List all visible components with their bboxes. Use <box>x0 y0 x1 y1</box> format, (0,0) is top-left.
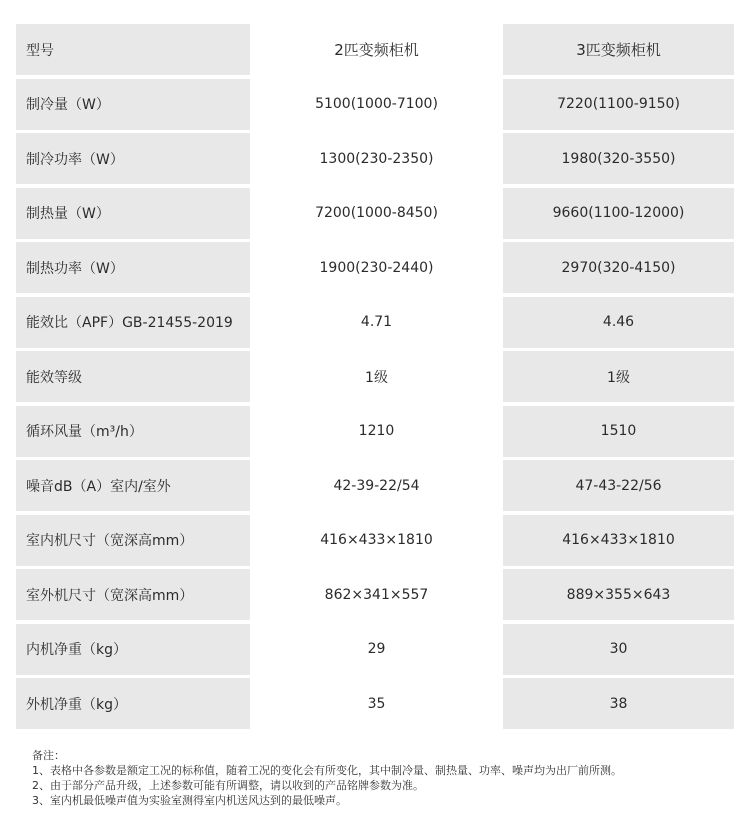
table-row <box>16 569 734 620</box>
value-3hp: 1510 <box>503 406 734 457</box>
value-3hp: 2970(320-4150) <box>503 242 734 293</box>
notes-title: 备注： <box>32 749 65 762</box>
value-2hp: 862×341×557 <box>253 569 500 620</box>
row-label: 能效比（APF）GB-21455-2019 <box>16 297 250 348</box>
row-label: 室内机尺寸（宽深高mm） <box>16 515 250 566</box>
table-row <box>16 678 734 729</box>
value-3hp: 4.46 <box>503 297 734 348</box>
value-3hp: 889×355×643 <box>503 569 734 620</box>
row-label: 室外机尺寸（宽深高mm） <box>16 569 250 620</box>
table-row <box>16 242 734 293</box>
table-row <box>16 351 734 402</box>
value-3hp: 30 <box>503 624 734 675</box>
value-2hp: 5100(1000-7100) <box>253 79 500 130</box>
notes-section <box>32 748 732 808</box>
value-2hp: 1210 <box>253 406 500 457</box>
table-row <box>16 133 734 184</box>
value-3hp: 38 <box>503 678 734 729</box>
value-2hp: 42-39-22/54 <box>253 460 500 511</box>
value-2hp: 1级 <box>253 351 500 402</box>
value-2hp: 416×433×1810 <box>253 515 500 566</box>
spec-table <box>16 24 734 733</box>
row-label: 外机净重（kg） <box>16 678 250 729</box>
header-label-cell: 型号 <box>16 24 250 75</box>
value-2hp: 4.71 <box>253 297 500 348</box>
row-label: 能效等级 <box>16 351 250 402</box>
row-label: 内机净重（kg） <box>16 624 250 675</box>
note-line: 3、室内机最低噪声值为实验室测得室内机送风达到的最低噪声。 <box>32 794 347 807</box>
value-3hp: 1级 <box>503 351 734 402</box>
value-2hp: 35 <box>253 678 500 729</box>
note-line: 2、由于部分产品升级，上述参数可能有所调整，请以收到的产品铭牌参数为准。 <box>32 779 424 792</box>
table-row <box>16 79 734 130</box>
table-row <box>16 406 734 457</box>
table-row <box>16 515 734 566</box>
value-3hp: 47-43-22/56 <box>503 460 734 511</box>
value-3hp: 9660(1100-12000) <box>503 188 734 239</box>
value-3hp: 1980(320-3550) <box>503 133 734 184</box>
note-line: 1、表格中各参数是额定工况的标称值，随着工况的变化会有所变化，其中制冷量、制热量、功率、噪声均为出厂前所测。 <box>32 764 622 777</box>
table-row <box>16 188 734 239</box>
table-row <box>16 460 734 511</box>
row-label: 制冷功率（W） <box>16 133 250 184</box>
row-label: 噪音dB（A）室内/室外 <box>16 460 250 511</box>
row-label: 循环风量（m³/h） <box>16 406 250 457</box>
value-3hp: 416×433×1810 <box>503 515 734 566</box>
header-model-3hp: 3匹变频柜机 <box>503 24 734 75</box>
table-header-row <box>16 24 734 75</box>
value-2hp: 29 <box>253 624 500 675</box>
value-2hp: 1900(230-2440) <box>253 242 500 293</box>
table-row <box>16 624 734 675</box>
row-label: 制热功率（W） <box>16 242 250 293</box>
value-3hp: 7220(1100-9150) <box>503 79 734 130</box>
value-2hp: 7200(1000-8450) <box>253 188 500 239</box>
row-label: 制冷量（W） <box>16 79 250 130</box>
table-row <box>16 297 734 348</box>
row-label: 制热量（W） <box>16 188 250 239</box>
value-2hp: 1300(230-2350) <box>253 133 500 184</box>
header-model-2hp: 2匹变频柜机 <box>253 24 500 75</box>
